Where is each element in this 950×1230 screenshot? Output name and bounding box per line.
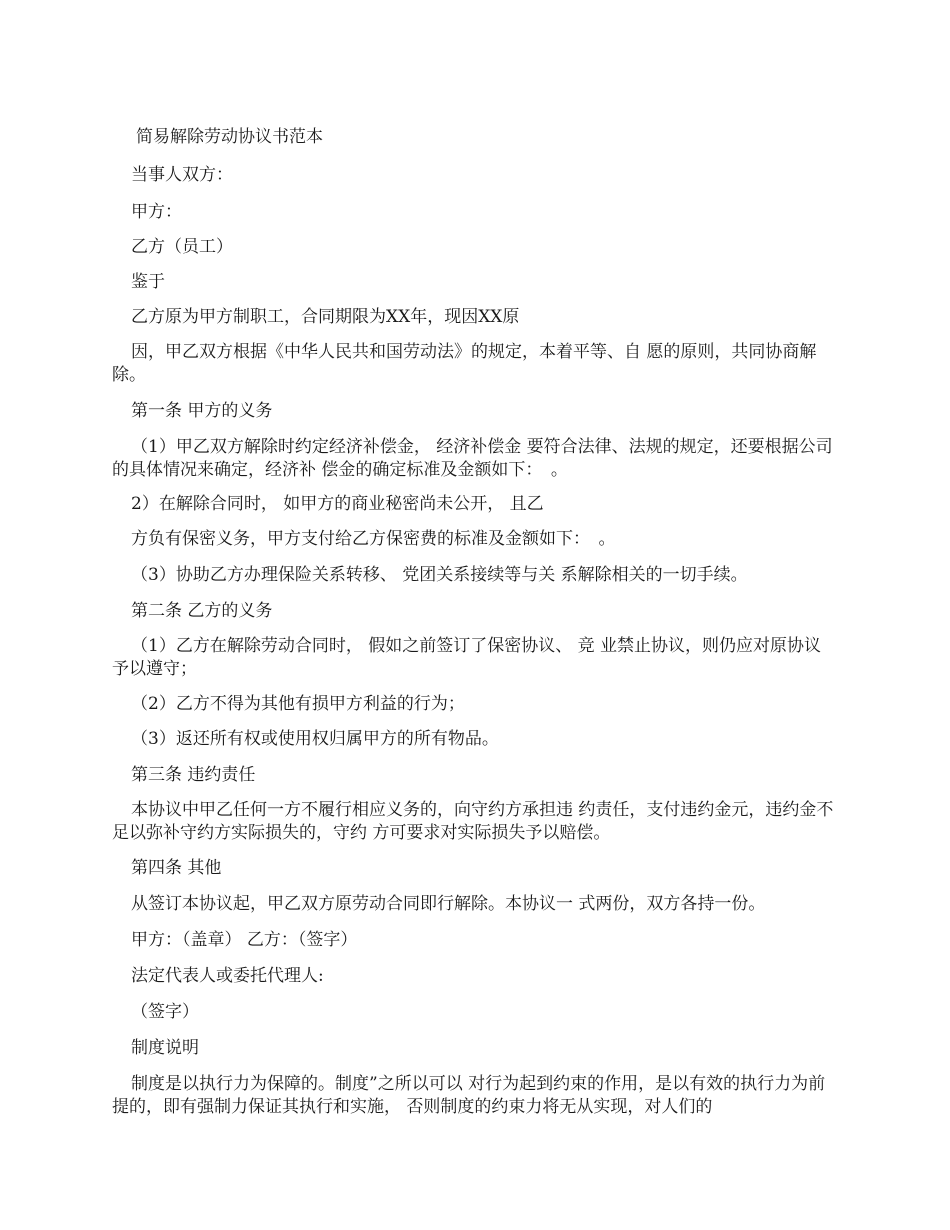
paragraph-text: 因，甲乙双方根据《中华人民共和国劳动法》的规定，本着平等、自 愿的原则，共同协商解除。 — [112, 342, 817, 385]
paragraph-text: 乙方原为甲方制职工，合同期限为XX年，现因XX原 — [131, 307, 520, 327]
whereas-line: 鉴于 — [131, 272, 165, 292]
article-2-heading: 第二条 乙方的义务 — [131, 601, 273, 621]
article-4-heading: 第四条 其他 — [131, 858, 222, 878]
sign-line: （签字） — [131, 1002, 199, 1022]
article-1-item: 2）在解除合同时， 如甲方的商业秘密尚未公开， 且乙 — [131, 494, 544, 514]
document-title: 简易解除劳动协议书范本 — [136, 127, 323, 147]
parties-heading: 当事人双方： — [131, 165, 233, 185]
party-b-line: 乙方（员工） — [131, 237, 233, 257]
article-3-body: 本协议中甲乙任何一方不履行相应义务的，向守约方承担违 约责任，支付违约金元，违约金不足以弥补守约方实际损失的，守约 方可要求对实际损失予以赔偿。 — [112, 800, 834, 843]
article-1-item: 方负有保密义务，甲方支付给乙方保密费的标准及金额如下： 。 — [131, 529, 616, 549]
signature-line: 甲方：（盖章） 乙方：（签字） — [131, 930, 358, 950]
article-2-item: （1）乙方在解除劳动合同时， 假如之前签订了保密协议、 竞 业禁止协议，则仍应对原协议予以遵守； — [112, 636, 822, 679]
party-a-line: 甲方： — [131, 202, 182, 222]
article-2-item: （2）乙方不得为其他有损甲方利益的行为； — [131, 694, 465, 714]
system-body: 制度是以执行力为保障的。制度”之所以可以 对行为起到约束的作用，是以有效的执行力为前提的，即有强制力保证其执行和实施， 否则制度的约束力将无从实现，对人们的 — [112, 1074, 826, 1117]
legal-representative-line: 法定代表人或委托代理人: — [131, 966, 324, 986]
article-1-heading: 第一条 甲方的义务 — [131, 401, 273, 421]
article-1-item: （1）甲乙双方解除时约定经济补偿金， 经济补偿金 要符合法律、法规的规定，还要根据公司的具体情况来确定，经济补 偿金的确定标准及金额如下： 。 — [112, 437, 833, 480]
article-4-body: 从签订本协议起，甲乙双方原劳动合同即行解除。本协议一 式两份，双方各持一份。 — [131, 894, 766, 914]
system-heading: 制度说明 — [131, 1038, 199, 1058]
article-1-item: （3）协助乙方办理保险关系转移、 党团关系接续等与关 系解除相关的一切手续。 — [131, 565, 748, 585]
article-2-item: （3）返还所有权或使用权归属甲方的所有物品。 — [131, 729, 499, 749]
article-3-heading: 第三条 违约责任 — [131, 765, 256, 785]
